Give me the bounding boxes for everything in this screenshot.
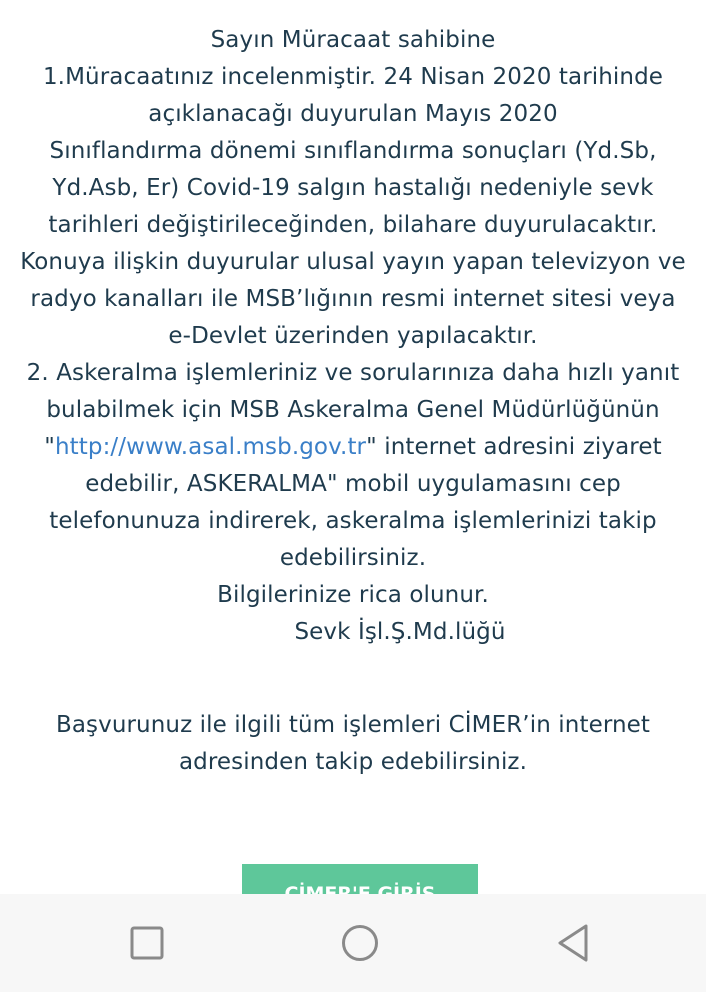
section-divider-space bbox=[0, 651, 706, 707]
paragraph1-line: radyo kanalları ile MSB’lığının resmi internet sitesi veya bbox=[30, 286, 676, 312]
recents-button[interactable] bbox=[122, 918, 172, 968]
square-icon bbox=[130, 926, 164, 960]
closing-text: Bilgilerinize rica olunur. bbox=[217, 582, 489, 608]
paragraph1-line: 1.Müracaatınız incelenmiştir. 24 Nisan 2020 tarihinde bbox=[42, 64, 664, 90]
paragraph2-line: edebilirsiniz. bbox=[279, 545, 427, 571]
asal-website-link[interactable]: http://www.asal.msb.gov.tr bbox=[54, 434, 367, 460]
signature-text: Sevk İşl.Ş.Md.lüğü bbox=[294, 619, 506, 645]
paragraph1-line: e-Devlet üzerinden yapılacaktır. bbox=[168, 323, 538, 349]
greeting-text: Sayın Müracaat sahibine bbox=[210, 27, 496, 53]
paragraph2-line-with-link bbox=[0, 429, 706, 466]
system-navigation-bar bbox=[0, 894, 706, 992]
paragraph2-line-rest: " internet adresini ziyaret bbox=[366, 434, 662, 460]
circle-icon bbox=[340, 923, 380, 963]
cimer-notice-line: adresinden takip edebilirsiniz. bbox=[178, 749, 528, 775]
paragraph1-line: Sınıflandırma dönemi sınıflandırma sonuçları (Yd.Sb, bbox=[49, 138, 657, 164]
paragraph1-line: tarihleri değiştirileceğinden, bilahare duyurulacaktır. bbox=[48, 212, 658, 238]
paragraph2-line: telefonunuza indirerek, askeralma işlemlerinizi takip bbox=[49, 508, 657, 534]
paragraph2-line: edebilir, ASKERALMA" mobil uygulamasını cep bbox=[85, 471, 621, 497]
home-button[interactable] bbox=[335, 918, 385, 968]
paragraph1-line: Yd.Asb, Er) Covid-19 salgın hastalığı nedeniyle sevk bbox=[52, 175, 654, 201]
message-content bbox=[0, 22, 706, 781]
quote-open: " bbox=[44, 434, 55, 460]
paragraph1-line: açıklanacağı duyurulan Mayıs 2020 bbox=[148, 101, 558, 127]
triangle-back-icon bbox=[555, 923, 591, 963]
cimer-notice-line: Başvurunuz ile ilgili tüm işlemleri CİMER’in internet bbox=[55, 712, 651, 738]
back-button[interactable] bbox=[548, 918, 598, 968]
paragraph2-line: bulabilmek için MSB Askeralma Genel Müdürlüğünün bbox=[46, 397, 660, 423]
paragraph1-line: Konuya ilişkin duyurular ulusal yayın yapan televizyon ve bbox=[20, 249, 686, 275]
paragraph2-line: 2. Askeralma işlemleriniz ve sorularınıza daha hızlı yanıt bbox=[26, 360, 680, 386]
